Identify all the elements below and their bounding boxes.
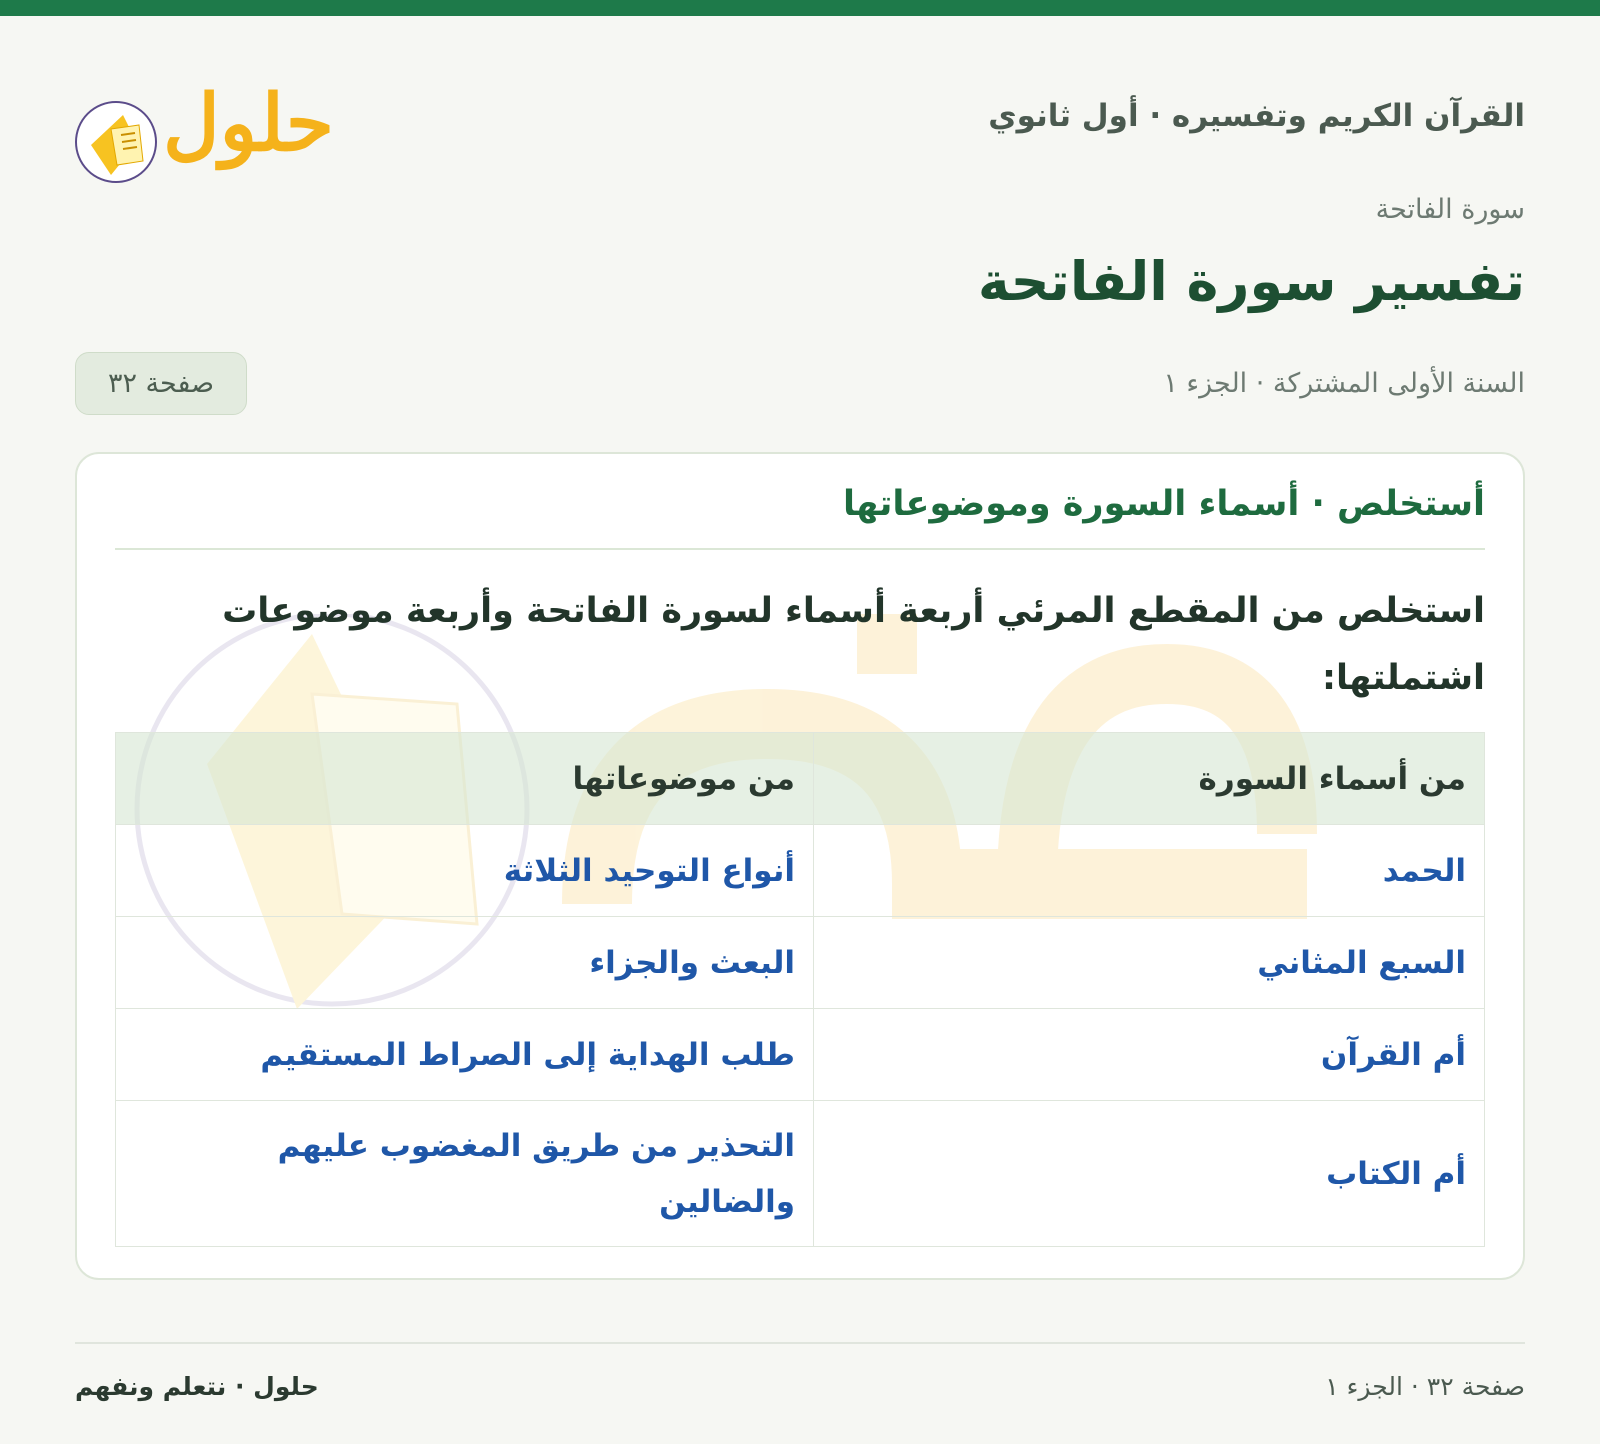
top-accent-bar bbox=[0, 0, 1600, 16]
table-row bbox=[116, 1009, 1485, 1101]
footer-divider bbox=[75, 1342, 1525, 1344]
footer-brand: حلول · نتعلم ونفهم bbox=[75, 1372, 319, 1401]
table-row bbox=[116, 825, 1485, 917]
surah-name-cell: أم الكتاب bbox=[814, 1101, 1485, 1247]
page-number-badge: صفحة ٣٢ bbox=[75, 352, 247, 415]
exercise-question: استخلص من المقطع المرئي أربعة أسماء لسورة الفاتحة وأربعة موضوعات اشتملتها: bbox=[222, 591, 1485, 698]
surah-topic-cell: طلب الهداية إلى الصراط المستقيم bbox=[116, 1009, 814, 1101]
surah-name-cell: أم القرآن bbox=[814, 1009, 1485, 1101]
surah-topic-cell: البعث والجزاء bbox=[116, 917, 814, 1009]
table-header-row bbox=[116, 733, 1485, 825]
column-header-names: من أسماء السورة bbox=[814, 733, 1485, 825]
footer-page-info: صفحة ٣٢ · الجزء ١ bbox=[1325, 1372, 1525, 1401]
surah-name-cell: السبع المثاني bbox=[814, 917, 1485, 1009]
column-header-topics: من موضوعاتها bbox=[116, 733, 814, 825]
hulul-logo[interactable] bbox=[75, 78, 335, 196]
answers-table bbox=[115, 732, 1485, 1247]
logo-book-icon bbox=[75, 101, 157, 183]
exercise-card bbox=[75, 452, 1525, 1280]
lesson-meta: السنة الأولى المشتركة · الجزء ١ bbox=[1163, 368, 1525, 399]
surah-topic-cell: أنواع التوحيد الثلاثة bbox=[116, 825, 814, 917]
table-row bbox=[116, 917, 1485, 1009]
page bbox=[75, 16, 1525, 1444]
header bbox=[75, 56, 1525, 169]
page-title: تفسير سورة الفاتحة bbox=[977, 250, 1525, 313]
surah-name-cell: الحمد bbox=[814, 825, 1485, 917]
surah-topic-cell: التحذير من طريق المغضوب عليهم والضالين bbox=[116, 1101, 814, 1247]
table-row bbox=[116, 1101, 1485, 1247]
subject-title: القرآن الكريم وتفسيره · أول ثانوي bbox=[988, 98, 1525, 134]
logo-wordmark: حلول bbox=[163, 78, 335, 169]
exercise-heading: أستخلص · أسماء السورة وموضوعاتها bbox=[115, 484, 1485, 550]
surah-label: سورة الفاتحة bbox=[1375, 194, 1525, 225]
